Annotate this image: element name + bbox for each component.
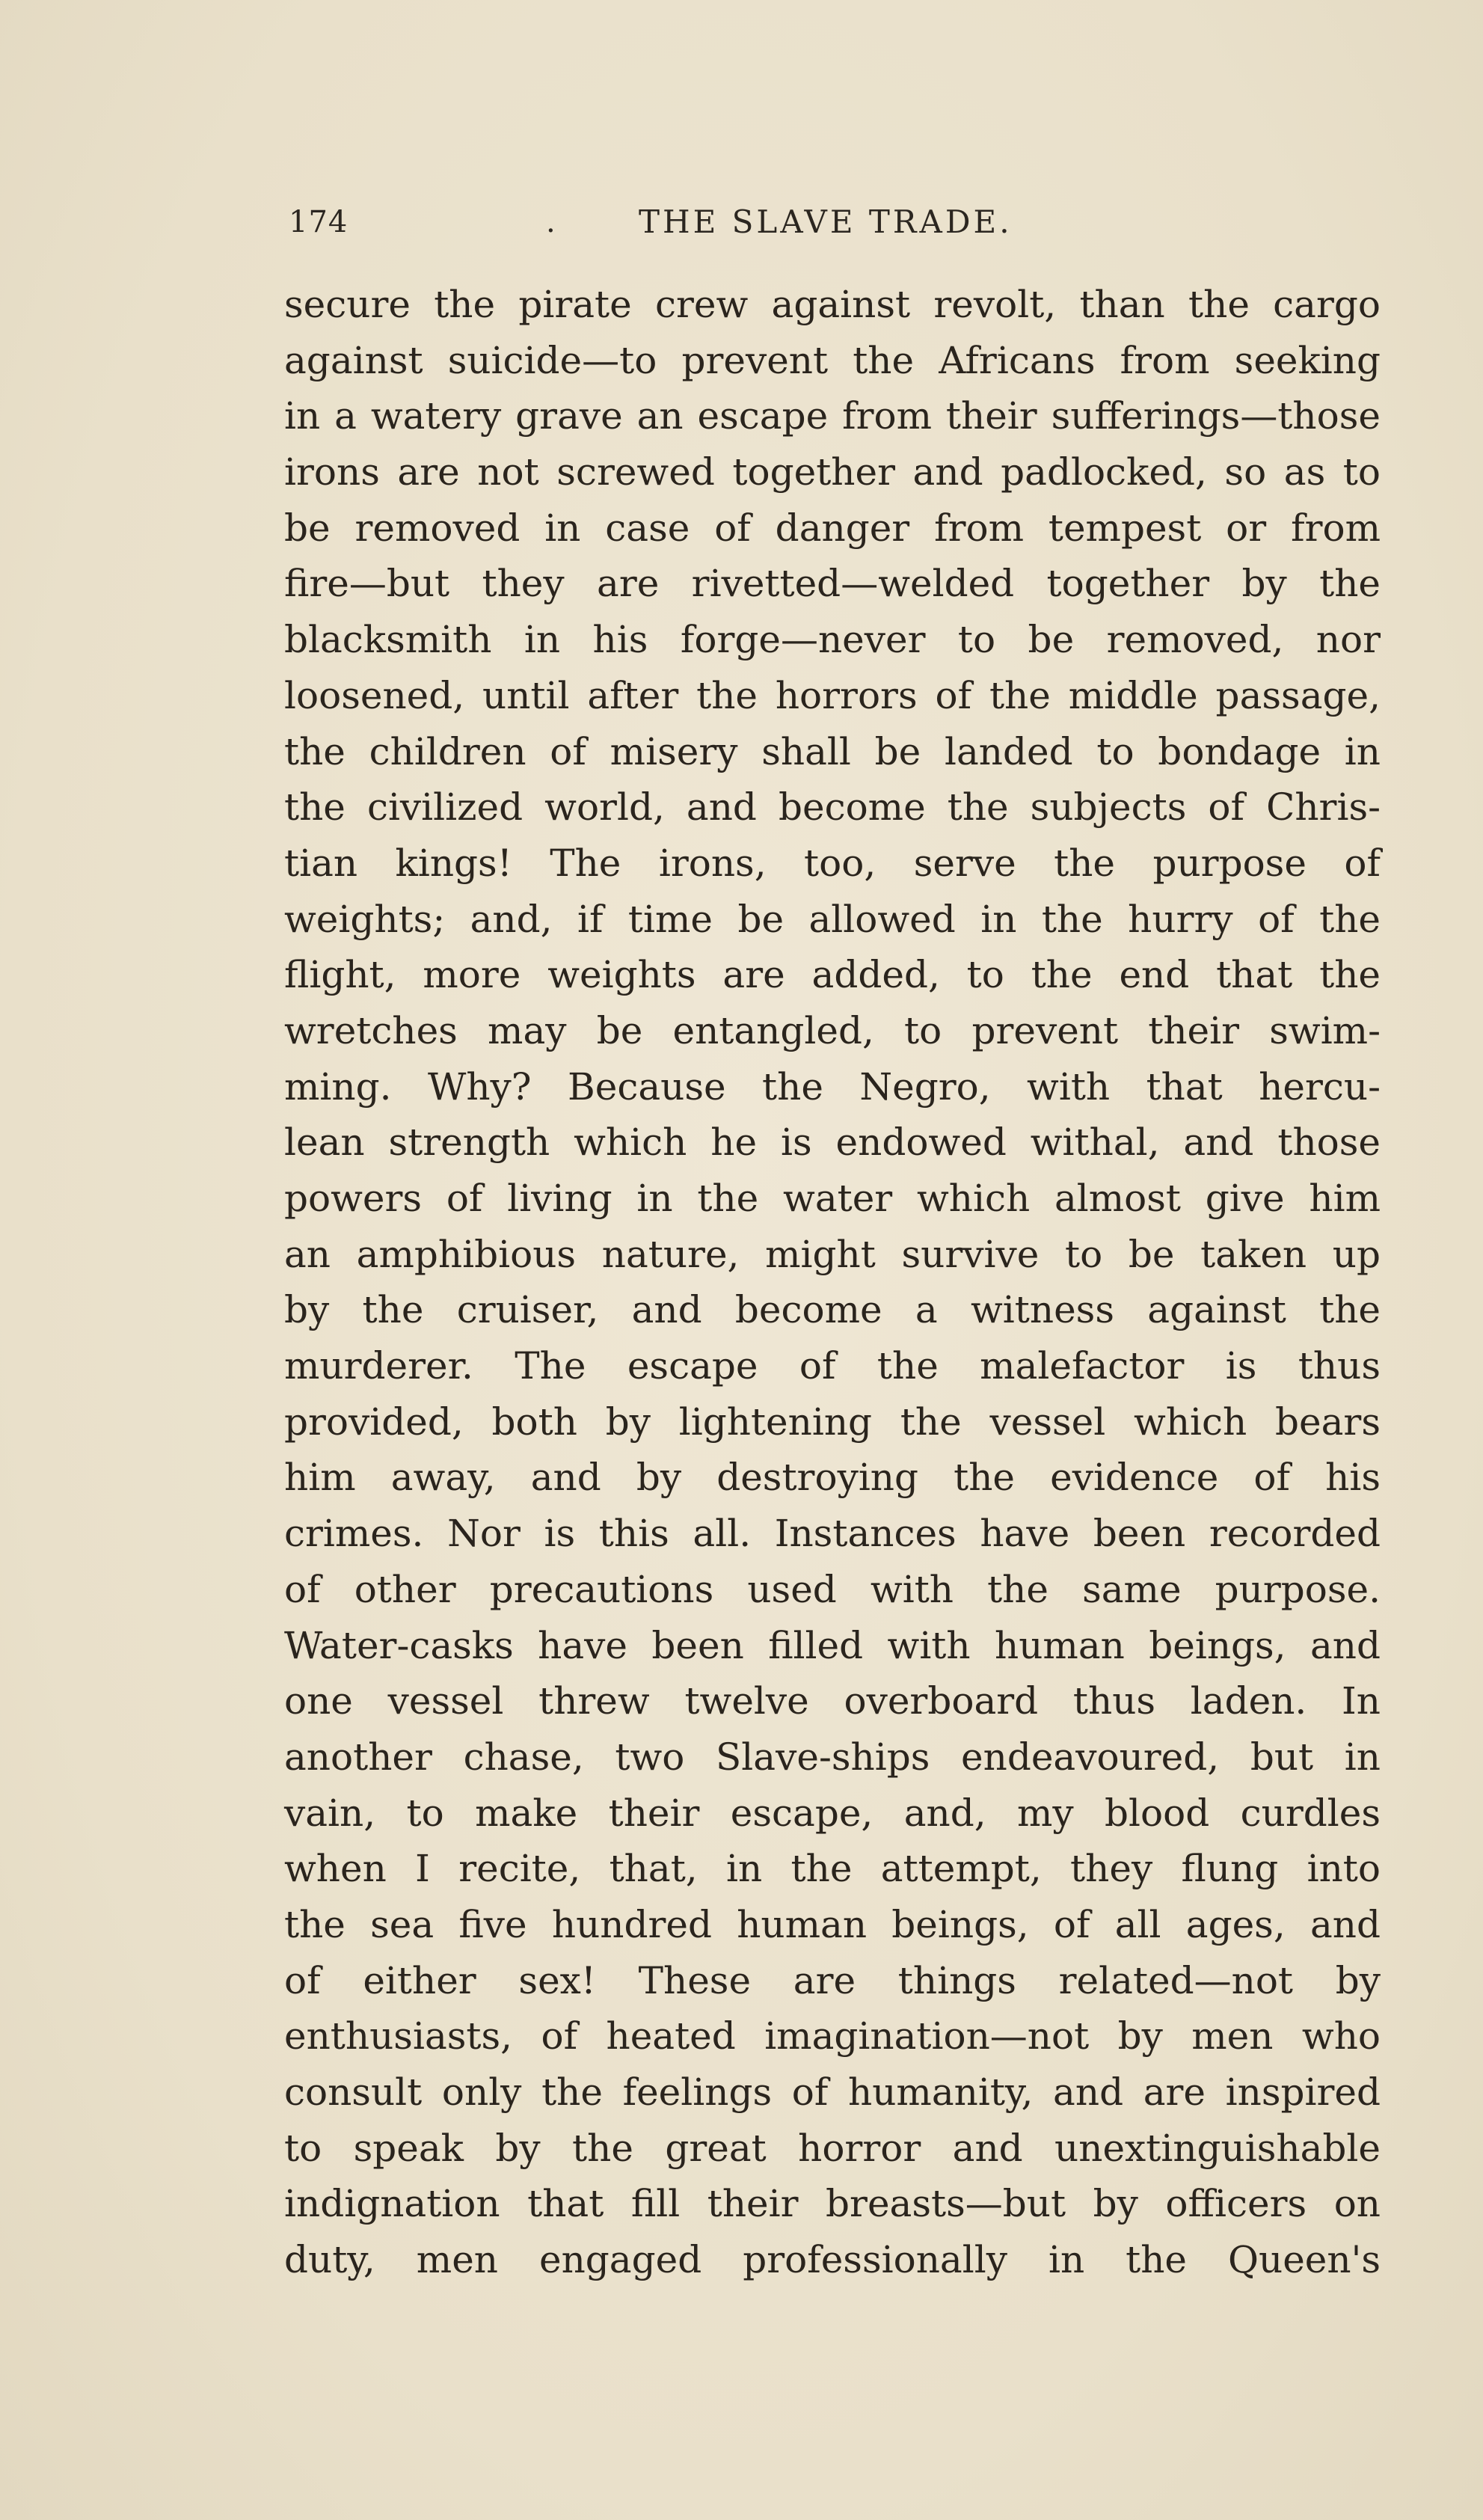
text-line: indignation that fill their breasts—but by officers on: [284, 2182, 1381, 2226]
header-separator: .: [546, 205, 556, 239]
text-line: by the cruiser, and become a witness against the: [284, 1288, 1381, 1332]
text-line: ming. Why? Because the Negro, with that hercu-: [284, 1064, 1381, 1109]
text-line: crimes. Nor is this all. Instances have been recorded: [284, 1512, 1381, 1556]
text-line: the sea five hundred human beings, of all ages, and: [284, 1902, 1381, 1946]
text-line: the children of misery shall be landed to bondage in: [284, 729, 1381, 773]
text-line: powers of living in the water which almost give him: [284, 1177, 1381, 1220]
text-line: another chase, two Slave-ships endeavoured, but in: [284, 1735, 1381, 1779]
text-line: the civilized world, and become the subjects of Chris-: [284, 785, 1381, 830]
text-line: secure the pirate crew against revolt, than the cargo: [284, 283, 1381, 326]
text-line: enthusiasts, of heated imagination—not by men who: [284, 2014, 1381, 2058]
text-line: in a watery grave an escape from their sufferings—those: [284, 394, 1381, 438]
text-line: of other precautions used with the same purpose.: [284, 1567, 1381, 1611]
text-line: tian kings! The irons, too, serve the purpose of: [284, 841, 1381, 885]
text-line: him away, and by destroying the evidence of his: [284, 1456, 1381, 1500]
text-line: to speak by the great horror and unextinguishable: [284, 2126, 1381, 2170]
text-line: one vessel threw twelve overboard thus laden. In: [284, 1679, 1381, 1723]
text-line: lean strength which he is endowed withal, and those: [284, 1120, 1381, 1165]
text-line: fire—but they are rivetted—welded together by the: [284, 562, 1381, 606]
text-line: wretches may be entangled, to prevent their swim-: [284, 1008, 1381, 1052]
text-line: murderer. The escape of the malefactor is thus: [284, 1344, 1381, 1388]
page-header: [289, 196, 1381, 248]
text-line: weights; and, if time be allowed in the hurry of the: [284, 897, 1381, 941]
text-line: Water-casks have been filled with human beings, and: [284, 1623, 1381, 1667]
text-line: against suicide—to prevent the Africans from seeking: [284, 338, 1381, 382]
page-number: 174: [289, 205, 349, 239]
text-line: loosened, until after the horrors of the middle passage,: [284, 673, 1381, 717]
text-line: when I recite, that, in the attempt, they flung into: [284, 1847, 1381, 1891]
text-line: be removed in case of danger from tempest or from: [284, 506, 1381, 550]
body-text: [284, 277, 1381, 2288]
running-title: THE SLAVE TRADE.: [639, 203, 1013, 240]
text-line: of either sex! These are things related—not by: [284, 1958, 1381, 2002]
text-line: an amphibious nature, might survive to be taken up: [284, 1232, 1381, 1276]
text-line: consult only the feelings of humanity, and are inspired: [284, 2070, 1381, 2114]
text-line: blacksmith in his forge—never to be removed, nor: [284, 618, 1381, 662]
text-line: provided, both by lightening the vessel which bears: [284, 1400, 1381, 1444]
text-line: vain, to make their escape, and, my blood curdles: [284, 1791, 1381, 1835]
text-line: flight, more weights are added, to the end that the: [284, 953, 1381, 997]
text-line: irons are not screwed together and padlocked, so as to: [284, 450, 1381, 494]
text-line: duty, men engaged professionally in the Queen's: [284, 2238, 1381, 2282]
